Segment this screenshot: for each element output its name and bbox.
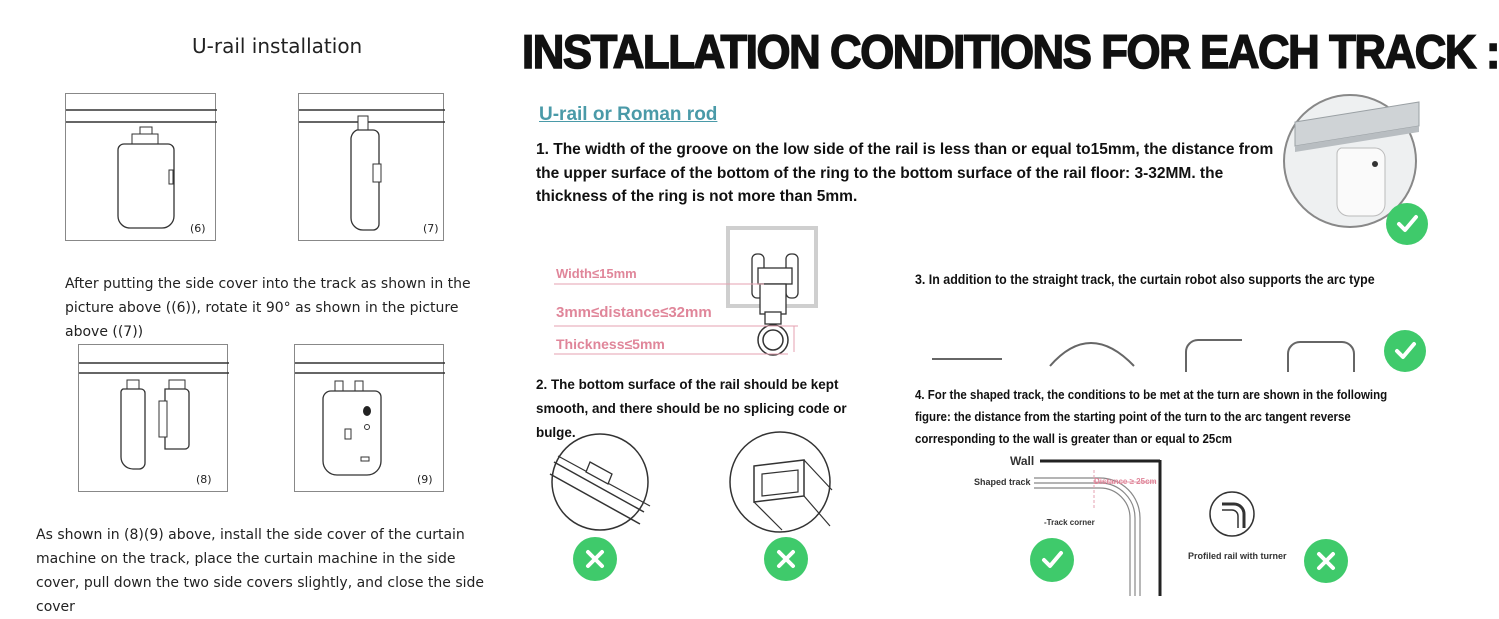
shaped-track-label: Shaped track: [974, 477, 1031, 487]
distance-requirement-label: Distance ≥ 25cm: [1094, 477, 1157, 486]
thickness-label: Thickness≤5mm: [556, 336, 665, 352]
figure-9-number: (9): [417, 473, 433, 486]
check-icon: [1386, 203, 1428, 245]
turn-condition-diagram: [970, 450, 1170, 596]
figure-8-number: (8): [196, 473, 212, 486]
condition-2-text: 2. The bottom surface of the rail should be kept smooth, and there should be no splicing code or bulge.: [536, 376, 847, 440]
instruction-paragraph-2: As shown in (8)(9) above, install the side cover of the curtain machine on the track, place the curtain machine in the side cover, pull down the two side covers slightly, and close the side cover: [36, 527, 485, 615]
width-label: Width≤15mm: [556, 266, 637, 281]
track-shapes-svg: [928, 326, 1368, 374]
wall-label: Wall: [1010, 454, 1035, 468]
track-shapes-illustration: [928, 326, 1368, 374]
figure-8-illustration: [79, 345, 229, 493]
check-icon: [1030, 538, 1074, 582]
cross-icon: [573, 537, 617, 581]
instruction-paragraph-1: After putting the side cover into the track as shown in the picture above ((6)), rotate it 90° as shown in the picture above ((7)): [65, 276, 471, 340]
profiled-rail-svg: [1208, 490, 1256, 548]
u-rail-subheading: U-rail or Roman rod: [539, 104, 718, 125]
profiled-rail-illustration: [1208, 490, 1256, 548]
figure-9-panel: [294, 344, 444, 492]
figure-9-illustration: [295, 345, 445, 493]
distance-label: 3mm≤distance≤32mm: [556, 304, 712, 321]
figure-7-illustration: [299, 94, 445, 242]
left-title: U-rail installation: [192, 34, 363, 58]
condition-1-text: 1. The width of the groove on the low side of the rail is less than or equal to15mm, the distance from the upper surface of the bottom of the ring to the bottom surface of the rail floor: 3-32MM. the thickness of the ring is not more than 5mm.: [536, 141, 1274, 205]
ring-dimension-diagram: [540, 226, 820, 358]
figure-6-illustration: [66, 94, 217, 242]
condition-3-text: 3. In addition to the straight track, the curtain robot also supports the arc type: [915, 272, 1375, 287]
main-heading: INSTALLATION CONDITIONS FOR EACH TRACK :: [522, 25, 1499, 78]
figure-7-panel: [298, 93, 444, 241]
figure-7-number: (7): [423, 222, 439, 235]
rail-splice-illustration-2: [724, 430, 836, 534]
figure-6-number: (6): [190, 222, 206, 235]
figure-8-panel: [78, 344, 228, 492]
cross-icon: [764, 537, 808, 581]
profiled-rail-label: Profiled rail with turner: [1188, 551, 1287, 561]
rail-splice-photo-1: [540, 432, 658, 536]
track-corner-label: -Track corner: [1044, 518, 1095, 527]
rail-splice-photo-2: [724, 430, 836, 534]
figure-6-panel: [65, 93, 216, 241]
rail-splice-illustration-1: [540, 432, 658, 536]
cross-icon: [1304, 539, 1348, 583]
check-icon: [1384, 330, 1426, 372]
condition-4-text: 4. For the shaped track, the conditions to be met at the turn are shown in the following figure: the distance from the starting point of the turn to the arc tangent reverse corresponding to the wall is greater than or equal to 25cm: [915, 388, 1388, 446]
